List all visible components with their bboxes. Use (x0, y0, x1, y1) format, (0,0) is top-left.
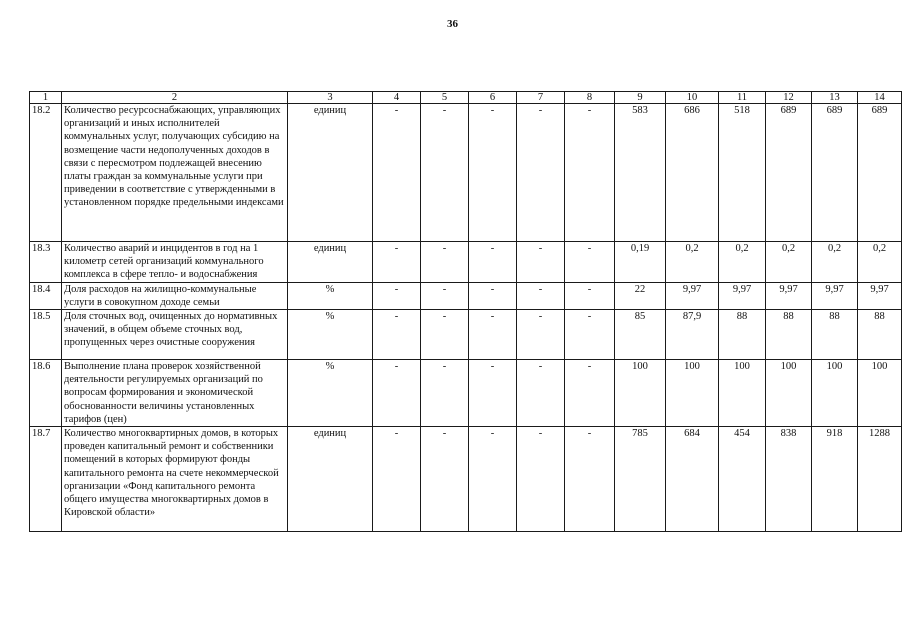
indicator-name: Количество аварий и инцидентов в год на 1 километр сетей организаций коммунального комплекса в сфере тепло- и водоснабжения (62, 242, 288, 283)
value-cell: - (517, 360, 565, 427)
header-cell: 5 (421, 92, 469, 104)
value-cell: - (517, 427, 565, 532)
value-cell: - (565, 242, 615, 283)
value-cell: 100 (812, 360, 858, 427)
value-cell: - (469, 282, 517, 309)
value-cell: 9,97 (719, 282, 766, 309)
value-cell: - (421, 310, 469, 360)
value-cell: - (373, 427, 421, 532)
value-cell: - (565, 282, 615, 309)
value-cell: 88 (812, 310, 858, 360)
row-number: 18.5 (30, 310, 62, 360)
value-cell: 0,2 (858, 242, 902, 283)
value-cell: - (565, 104, 615, 242)
value-cell: 100 (615, 360, 666, 427)
value-cell: - (469, 242, 517, 283)
value-cell: 88 (719, 310, 766, 360)
value-cell: 22 (615, 282, 666, 309)
value-cell: - (421, 427, 469, 532)
indicator-name: Доля сточных вод, очищенных до нормативных значений, в общем объеме сточных вод, пропущенных через очистные сооружения (62, 310, 288, 360)
unit-cell: единиц (288, 427, 373, 532)
unit-cell: % (288, 310, 373, 360)
value-cell: 689 (812, 104, 858, 242)
value-cell: 100 (719, 360, 766, 427)
value-cell: - (517, 310, 565, 360)
value-cell: - (517, 242, 565, 283)
value-cell: - (421, 282, 469, 309)
value-cell: - (373, 104, 421, 242)
table-row (30, 242, 902, 283)
value-cell: - (373, 310, 421, 360)
value-cell: - (373, 282, 421, 309)
unit-cell: % (288, 360, 373, 427)
unit-cell: единиц (288, 242, 373, 283)
value-cell: 684 (666, 427, 719, 532)
value-cell: 689 (766, 104, 812, 242)
value-cell: 0,2 (666, 242, 719, 283)
value-cell: 88 (766, 310, 812, 360)
indicator-name: Выполнение плана проверок хозяйственной деятельности регулируемых организаций по вопросам формирования и экономической обоснованности величины установленных тарифов (цен) (62, 360, 288, 427)
row-number: 18.6 (30, 360, 62, 427)
header-cell: 10 (666, 92, 719, 104)
unit-cell: единиц (288, 104, 373, 242)
indicators-table (29, 91, 902, 532)
row-number: 18.7 (30, 427, 62, 532)
value-cell: - (565, 310, 615, 360)
value-cell: - (517, 104, 565, 242)
header-cell: 14 (858, 92, 902, 104)
header-cell: 6 (469, 92, 517, 104)
header-cell: 3 (288, 92, 373, 104)
value-cell: 100 (666, 360, 719, 427)
header-cell: 13 (812, 92, 858, 104)
value-cell: 87,9 (666, 310, 719, 360)
value-cell: 100 (858, 360, 902, 427)
table-row (30, 282, 902, 309)
value-cell: 85 (615, 310, 666, 360)
header-cell: 4 (373, 92, 421, 104)
table-row (30, 104, 902, 242)
indicator-name: Количество ресурсоснабжающих, управляющих организаций и иных исполнителей коммунальных услуг, получающих субсидию на возмещение части недополученных доходов в связи с пересмотром подлежащей внесению платы граждан за коммунальные услуги при приведении в соответствие с утвержденными в установленном порядке предельными индексами (62, 104, 288, 242)
value-cell: 1288 (858, 427, 902, 532)
header-cell: 7 (517, 92, 565, 104)
header-cell: 12 (766, 92, 812, 104)
value-cell: 9,97 (766, 282, 812, 309)
value-cell: - (469, 427, 517, 532)
row-number: 18.2 (30, 104, 62, 242)
value-cell: 689 (858, 104, 902, 242)
value-cell: - (469, 104, 517, 242)
unit-cell: % (288, 282, 373, 309)
value-cell: 100 (766, 360, 812, 427)
value-cell: - (421, 104, 469, 242)
value-cell: - (421, 360, 469, 427)
value-cell: - (421, 242, 469, 283)
value-cell: 0,2 (812, 242, 858, 283)
value-cell: 0,2 (719, 242, 766, 283)
value-cell: 88 (858, 310, 902, 360)
value-cell: 518 (719, 104, 766, 242)
value-cell: 9,97 (858, 282, 902, 309)
value-cell: - (565, 360, 615, 427)
header-cell: 2 (62, 92, 288, 104)
header-cell: 1 (30, 92, 62, 104)
indicator-name: Доля расходов на жилищно-коммунальные услуги в совокупном доходе семьи (62, 282, 288, 309)
value-cell: 918 (812, 427, 858, 532)
value-cell: - (469, 360, 517, 427)
value-cell: - (517, 282, 565, 309)
value-cell: 9,97 (666, 282, 719, 309)
header-cell: 11 (719, 92, 766, 104)
value-cell: - (373, 242, 421, 283)
value-cell: 583 (615, 104, 666, 242)
value-cell: 454 (719, 427, 766, 532)
header-cell: 8 (565, 92, 615, 104)
value-cell: 0,2 (766, 242, 812, 283)
header-cell: 9 (615, 92, 666, 104)
indicator-name: Количество многоквартирных домов, в которых проведен капитальный ремонт и собственники помещений в которых формируют фонды капитального ремонта на счете некоммерческой организации «Фонд капитального ремонта общего имущества многоквартирных домов в Кировской области» (62, 427, 288, 532)
value-cell: - (469, 310, 517, 360)
header-row (30, 92, 902, 104)
row-number: 18.4 (30, 282, 62, 309)
value-cell: 785 (615, 427, 666, 532)
value-cell: 0,19 (615, 242, 666, 283)
row-number: 18.3 (30, 242, 62, 283)
value-cell: - (565, 427, 615, 532)
value-cell: 9,97 (812, 282, 858, 309)
table-row (30, 427, 902, 532)
value-cell: 838 (766, 427, 812, 532)
value-cell: 686 (666, 104, 719, 242)
table-row (30, 360, 902, 427)
table-row (30, 310, 902, 360)
value-cell: - (373, 360, 421, 427)
page-number: 36 (447, 18, 458, 30)
